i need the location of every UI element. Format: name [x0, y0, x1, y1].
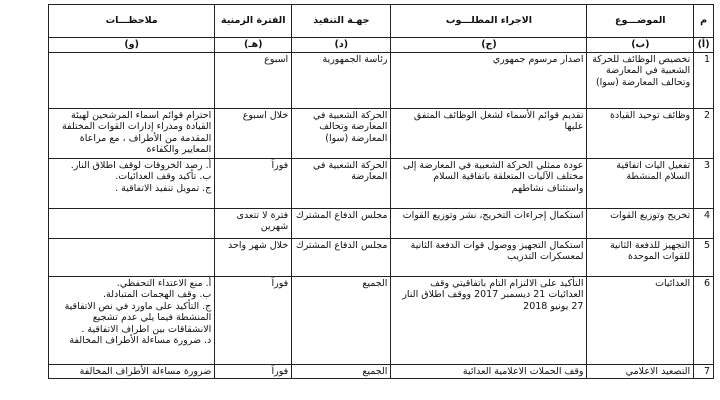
table-row [49, 239, 714, 277]
row-period: خلال اسبوع [215, 109, 292, 159]
row-notes [49, 53, 215, 109]
row-period: خلال شهر واحد [215, 239, 292, 277]
row-action: اصدار مرسوم جمهوري [391, 53, 587, 109]
row-topic: تخصيص الوظائف للحركة الشعبية في المعارضة وتحالف المعارضة (سوا) [587, 53, 694, 109]
table-row [49, 159, 714, 209]
row-notes: أ. منع الاعتداء التحفظي. ب. وقف الهجمات المتبادلة. ج. التأكيد على ماورد في نص الاتفاقية المنشطة فيما يلي عدم تشجيع الانشقاقات بين اطراف الاتفاقية . د. ضرورة مساءلة الأطراف المخالفة [49, 277, 215, 365]
row-entity: مجلس الدفاع المشترك [292, 209, 391, 239]
row-notes: احترام قوائم اسماء المرشحين لهيئة القيادة ومدراء إدارات القوات المختلفة المقدمة من الأطراف ، مع مراعاة المعايير والكفاءة [49, 109, 215, 159]
table-row [49, 365, 714, 379]
row-topic: التصعيد الاعلامي [587, 365, 694, 379]
row-entity: الجميع [292, 365, 391, 379]
header-number: م [694, 5, 714, 38]
header-entity: جهـة التنفيذ [292, 5, 391, 38]
letter-topic: (ب) [587, 38, 694, 53]
table-row [49, 109, 714, 159]
row-notes [49, 209, 215, 239]
header-period: الفترة الزمنية [215, 5, 292, 38]
table-row [49, 277, 714, 365]
row-number: 1 [694, 53, 714, 109]
row-number: 2 [694, 109, 714, 159]
row-period: فترة لا تتعدى شهرين [215, 209, 292, 239]
letter-entity: (د) [292, 38, 391, 53]
header-notes: ملاحظـــات [49, 5, 215, 38]
letter-row [49, 38, 714, 53]
row-number: 5 [694, 239, 714, 277]
row-notes: ضرورة مساءلة الأطراف المخالفة [49, 365, 215, 379]
row-entity: رئاسة الجمهورية [292, 53, 391, 109]
letter-action: (ج) [391, 38, 587, 53]
row-action: استكمال التجهيز ووصول قوات الدفعة الثانية لمعسكرات التدريب [391, 239, 587, 277]
row-number: 4 [694, 209, 714, 239]
row-action: تقديم قوائم الأسماء لشغل الوظائف المتفق عليها [391, 109, 587, 159]
letter-period: (هـ) [215, 38, 292, 53]
row-topic: التجهيز للدفعة الثانية للقوات الموحدة [587, 239, 694, 277]
row-entity: الجميع [292, 277, 391, 365]
table-row [49, 53, 714, 109]
table-row [49, 209, 714, 239]
row-number: 6 [694, 277, 714, 365]
row-action: استكمال إجراءات التخريج، نشر وتوزيع القوات [391, 209, 587, 239]
row-topic: العدائيات [587, 277, 694, 365]
row-period: فوراً [215, 159, 292, 209]
row-entity: الحركة الشعبية في المعارضة [292, 159, 391, 209]
row-number: 7 [694, 365, 714, 379]
row-action: التأكيد على الالتزام التام باتفاقيتي وقف العدائيات 21 ديسمبر 2017 ووقف اطلاق النار 27 يونيو 2018 [391, 277, 587, 365]
row-action: وقف الحملات الاعلامية العدائية [391, 365, 587, 379]
row-entity: مجلس الدفاع المشترك [292, 239, 391, 277]
row-action: عودة ممثلي الحركة الشعبية في المعارضة إلى مختلف الآليات المتعلقة باتفاقية السلام واستئناف نشاطهم [391, 159, 587, 209]
header-row [49, 5, 714, 38]
row-notes: أ. رصد الخروقات لوقف اطلاق النار. ب. تأكيد وقف العدائيات. ج. تمويل تنفيذ الاتفاقية . [49, 159, 215, 209]
row-period: اسبوع [215, 53, 292, 109]
header-topic: الموضـــوع [587, 5, 694, 38]
header-action: الاجراء المطلـــوب [391, 5, 587, 38]
letter-notes: (و) [49, 38, 215, 53]
row-topic: وظائف توحيد القيادة [587, 109, 694, 159]
row-number: 3 [694, 159, 714, 209]
row-period: فوراً [215, 365, 292, 379]
row-entity: الحركة الشعبية في المعارضة وتحالف المعارضة (سوا) [292, 109, 391, 159]
letter-number: (أ) [694, 38, 714, 53]
row-notes [49, 239, 215, 277]
row-topic: تفعيل اليات اتفاقية السلام المنشطة [587, 159, 694, 209]
agreement-table [48, 4, 714, 379]
row-period: فوراً [215, 277, 292, 365]
row-topic: تخريج وتوزيع القوات [587, 209, 694, 239]
